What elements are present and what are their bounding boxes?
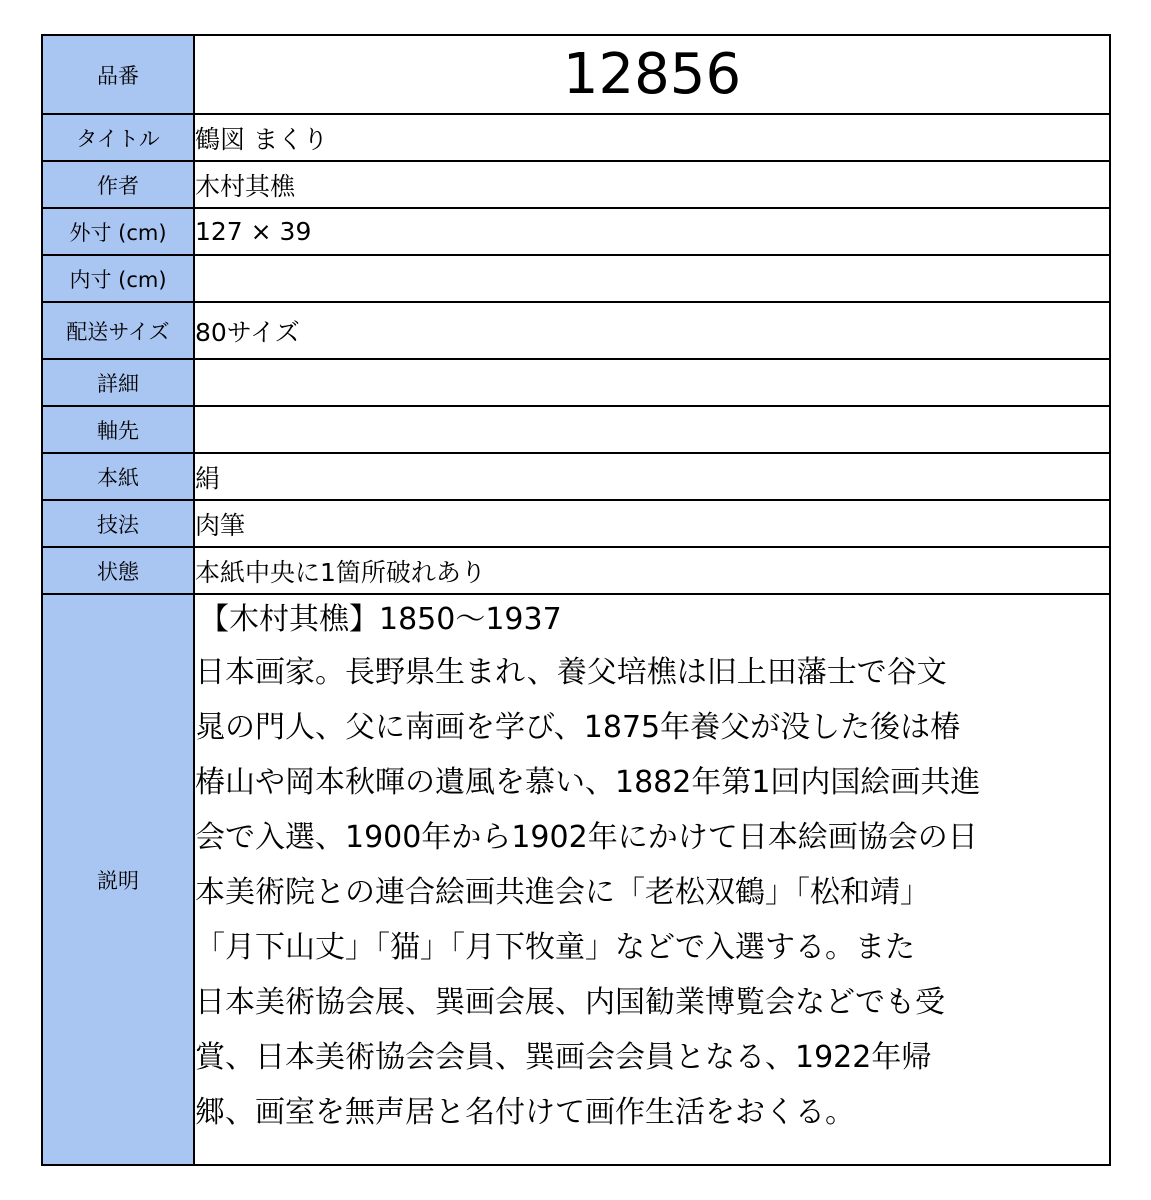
description-line: 郷、画室を無声居と名付けて画作生活をおくる。: [195, 1095, 855, 1130]
value-roller-ends: [194, 406, 1110, 453]
label-outer-size: 外寸 (cm): [42, 208, 194, 255]
label-condition: 状態: [42, 547, 194, 594]
value-outer-size: 127 × 39: [194, 208, 1110, 255]
label-hinban: 品番: [42, 35, 194, 114]
label-inner-size: 内寸 (cm): [42, 255, 194, 302]
row-roller-ends: [42, 406, 1110, 453]
description-line: 日本画家。長野県生まれ、養父培樵は旧上田藩士で谷文: [195, 655, 947, 690]
item-spec-table: [41, 34, 1111, 1166]
label-description: 説明: [42, 594, 194, 1165]
value-artist: 木村其樵: [194, 161, 1110, 208]
value-details: [194, 359, 1110, 406]
value-base-material: 絹: [194, 453, 1110, 500]
label-roller-ends: 軸先: [42, 406, 194, 453]
label-shipping-size: 配送サイズ: [42, 302, 194, 359]
description-line: 椿山や岡本秋暉の遺風を慕い、1882年第1回内国絵画共進: [195, 765, 981, 800]
description-body: [195, 645, 1109, 1140]
row-condition: [42, 547, 1110, 594]
description-line: 賞、日本美術協会会員、巽画会会員となる、1922年帰: [195, 1040, 932, 1075]
label-artist: 作者: [42, 161, 194, 208]
row-base-material: [42, 453, 1110, 500]
value-condition: 本紙中央に1箇所破れあり: [194, 547, 1110, 594]
row-inner-size: [42, 255, 1110, 302]
value-hinban: 12856: [194, 35, 1110, 114]
row-hinban: [42, 35, 1110, 114]
row-technique: [42, 500, 1110, 547]
label-technique: 技法: [42, 500, 194, 547]
description-heading: 【木村其樵】1850〜1937: [199, 602, 562, 637]
label-details: 詳細: [42, 359, 194, 406]
value-title: 鶴図 まくり: [194, 114, 1110, 161]
description-line: 晁の門人、父に南画を学び、1875年養父が没した後は椿: [195, 710, 961, 745]
value-shipping-size: 80サイズ: [194, 302, 1110, 359]
row-details: [42, 359, 1110, 406]
row-outer-size: [42, 208, 1110, 255]
description-line: 本美術院との連合絵画共進会に「老松双鶴」「松和靖」: [195, 875, 930, 910]
row-title: [42, 114, 1110, 161]
label-title: タイトル: [42, 114, 194, 161]
value-description: [194, 594, 1110, 1165]
row-shipping-size: [42, 302, 1110, 359]
row-artist: [42, 161, 1110, 208]
description-line: 日本美術協会展、巽画会展、内国勧業博覧会などでも受: [195, 985, 945, 1020]
row-description: [42, 594, 1110, 1165]
description-line: 「月下山丈」「猫」「月下牧童」などで入選する。また: [195, 930, 915, 965]
label-base-material: 本紙: [42, 453, 194, 500]
value-inner-size: [194, 255, 1110, 302]
description-line: 会で入選、1900年から1902年にかけて日本絵画協会の日: [195, 820, 978, 855]
value-technique: 肉筆: [194, 500, 1110, 547]
